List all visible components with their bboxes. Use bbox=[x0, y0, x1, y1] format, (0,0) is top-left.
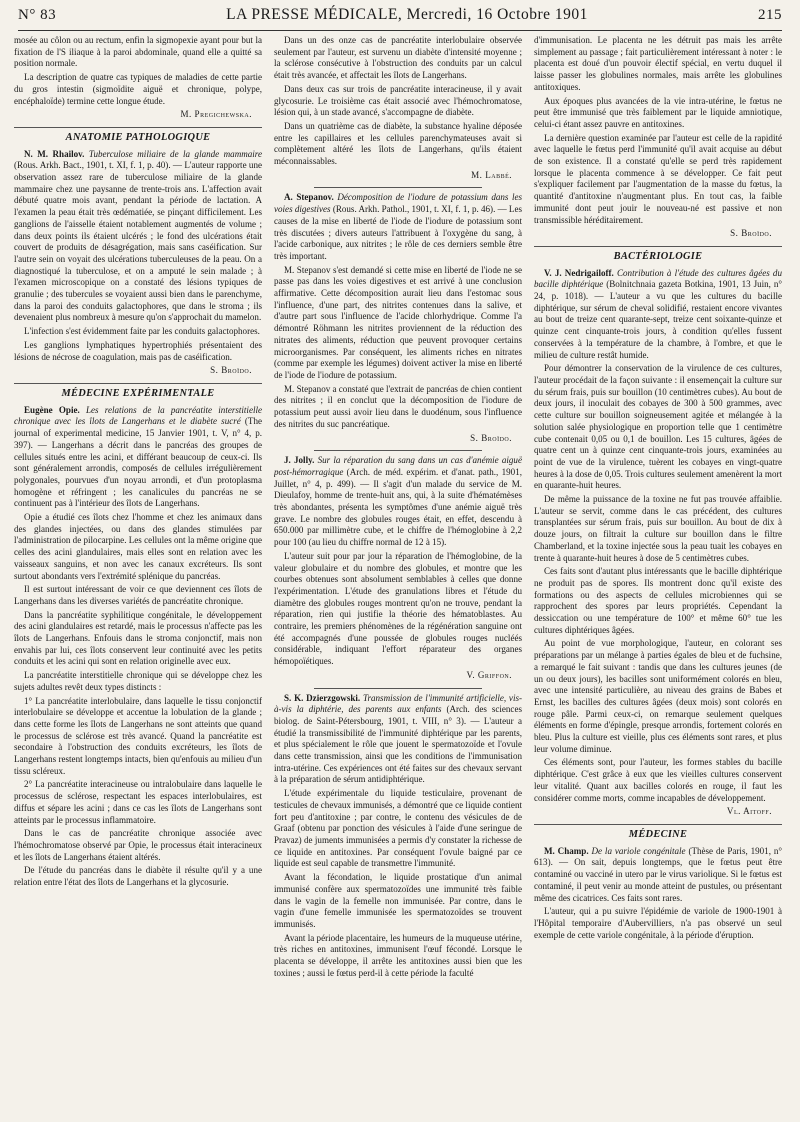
paragraph: Les ganglions lymphatiques hypertrophiés présentaient des lésions de nécrose de coagulation, mais pas de caséification. bbox=[14, 339, 262, 362]
divider bbox=[314, 688, 482, 689]
paragraph: Dans un quatrième cas de diabète, la substance hyaline déposée entre les capillaires et les cellules parenchymateuses avait si complètement altéré les îlots de Langerhans, qu'ils étaient méconnaissables. bbox=[274, 120, 522, 167]
article-abstract bbox=[14, 405, 262, 510]
section-heading: ANATOMIE PATHOLOGIQUE bbox=[14, 127, 262, 144]
paragraph: L'auteur suit pour par jour la réparation de l'hémoglobine, de la valeur globulaire et du nombre des globules, et montre que les courbes obtenues sont absolument semblables à celles que donne l'expérimentation. L'étude des granulations libres et l'étude du diamètre des globules rouges montrent qu'on ne trouve, pendant la réparation, rien qui justifie la théorie des hématoblastes. Au contraire, les premiers phénomènes de la régénération sanguine ont été accompagnés d'une poussée de globules rouges nucléés considérable, indiquant l'effort réparateur des organes hémopoïétiques. bbox=[274, 550, 522, 667]
paragraph: 2° La pancréatite interacineuse ou intralobulaire dans laquelle le processus de sclérose, respectant les espaces interlobulaires, est diffus et sépare les acini ; dans ce cas les îlots de Langerhans sont atteints par le processus inflammatoire. bbox=[14, 779, 262, 825]
text-columns bbox=[14, 35, 786, 1115]
article-text: (Thèse de Paris, 1901, n° 613). — On sait, depuis longtemps, que le fœtus peut être contaminé ou vacciné in utero par le virus variolique. Si le fœtus est contaminé, il peut venir au monde atteint de pustules, ou présentant même des cicatrices. Ces faits sont rares. bbox=[534, 845, 782, 903]
article-author: N. M. Rhailov. bbox=[24, 148, 85, 159]
column-3 bbox=[534, 35, 782, 1115]
signature: V. Griffon. bbox=[466, 669, 512, 680]
signature: S. Broïdo. bbox=[210, 365, 252, 376]
paragraph: Dans deux cas sur trois de pancréatite interacineuse, il y avait glycosurie. Le troisième cas était associé avec l'hémochromatose, lésion qui, à un stade avancé, s'accompagne de diabète. bbox=[274, 83, 522, 118]
article-title: Sur la réparation du sang dans un cas d'anémie aiguë post-hémorragique bbox=[274, 455, 522, 477]
paragraph: Ces éléments sont, pour l'auteur, les formes stables du bacille diphtérique. C'est grâce à eux que les vieilles cultures conservent leur vitalité. Quant aux bacilles colorés en rouge, il faut les considérer comme morts, comme incapables de développement. bbox=[534, 757, 782, 803]
article-text: (Bolnitchnaia gazeta Botkina, 1901, 13 Juin, n° 24, p. 1018). — L'auteur a vu que les cultures du bacille diphtérique, sur sérum de cheval solidifié, restaient encore vivantes au bout de treize cent quarante-sept, treize cent soixante-quinze et quinze cent cinquante-trois jours, à condition qu'elles fussent conservées à la température de la chambre, à l'ombre, et que le milieu de culture restât humide. bbox=[534, 279, 782, 360]
paragraph: Aux époques plus avancées de la vie intra-utérine, le fœtus ne peut être immunisé que très faiblement par le liquide amniotique, celui-ci étant assez pauvre en antitoxines. bbox=[534, 95, 782, 129]
article-abstract bbox=[274, 693, 522, 787]
section-heading: BACTÉRIOLOGIE bbox=[534, 246, 782, 263]
signature: S. Broïdo. bbox=[730, 228, 772, 239]
column-2 bbox=[274, 35, 522, 1115]
article-title: Tuberculose miliaire de la glande mammaire bbox=[84, 148, 262, 159]
signature: M. Pregichewska. bbox=[180, 109, 252, 120]
article-abstract bbox=[534, 846, 782, 905]
paragraph: La dernière question examinée par l'auteur est celle de la rapidité avec laquelle le fœtus perd l'immunité qu'il avait acquise au début de son existence. Il a constaté qu'elle se perd très rapidement lorsque le placenta commence à se développer. Ce fait peut s'expliquer facilement par l'augmentation de la masse du fœtus, la quantité d'antitoxine n'augmentant plus. En tout cas, la faible immunité dont peut jouir le nouveau-né est passive et non transmissible héréditairement. bbox=[534, 132, 782, 225]
paragraph: M. Stepanov s'est demandé si cette mise en liberté de l'iode ne se passe pas dans les voies digestives et est arrivé à une conclusion affirmative. Cette décomposition aurait lieu dans l'estomac sous l'influence, d'une part, des nitrites contenues dans la salive, et d'autre part sous l'influence de l'acide chlorhydrique. Comme l'a démontré Röhmann les nitrites proviennent de la réduction des nitrates des aliments, réduction que peuvent provoquer certains microorganismes. Par conséquent, les aliments riches en nitrates (comme par exemple les légumes) doivent activer la mise en liberté de l'iode de l'iodure de potassium. bbox=[274, 264, 522, 380]
paragraph: Pour démontrer la conservation de la virulence de ces cultures, l'auteur procédait de la façon suivante : il ensemençait la culture sur du sérum frais, puis sur bouillon (10 centimètres cubes). Au bout de deux jours, il inoculait des cobayes de 300 à 500 grammes, avec cette culture sur bouillon soigneusement agitée et mélangée à la solution salée physiologique en proportion telle que 1 centimètre cube contenait 0,05 ou 0,1 de bouillon. Les 15 cultures, âgées de quatre cent un à quinze cent cinquante-trois jours, examinées au point de vue de la virulence, tuèrent les cobayes en vingt-quatre heures à la dose de 0,05. Trois cultures seulement amenèrent la mort en quarante-huit heures. bbox=[534, 363, 782, 491]
article-author: S. K. Dzierzgowski. bbox=[284, 692, 361, 703]
journal-title: LA PRESSE MÉDICALE, Mercredi, 16 Octobre 1901 bbox=[226, 6, 588, 23]
column-1 bbox=[14, 35, 262, 1115]
article-title: Les relations de la pancréatite interstitielle chronique avec les îlots de Langerhans et le diabète sucré bbox=[14, 404, 262, 427]
paragraph: Opie a étudié ces îlots chez l'homme et chez les animaux dans des glandes injectées, ou dans des glandes stimulées par l'administration de pilocarpine. Les cellules ont la même origine que celles des acini glandulaires, mais elles sont en relation avec les vaisseaux sanguins, et non avec les canaux excréteurs. Ils sont surtout abondants vers l'extrémité splénique du pancréas. bbox=[14, 512, 262, 581]
article-abstract bbox=[534, 268, 782, 362]
paragraph: Avant la fécondation, le liquide prostatique d'un animal immunisé confère aux spermatozoïdes une immunité très faible dans le vagin de la femelle non immunisée. Par contre, dans le vagin d'une femelle immunisée les spermatozoïdes se trouvent immunisés. bbox=[274, 872, 522, 929]
article-author: A. Stepanov. bbox=[284, 192, 334, 203]
page-header bbox=[18, 6, 782, 31]
article-author: J. Jolly. bbox=[284, 455, 315, 466]
paragraph: La pancréatite interstitielle chronique qui se développe chez les sujets adultes revêt deux types distincts : bbox=[14, 670, 262, 692]
article-title: De la variole congénitale bbox=[588, 845, 686, 856]
article-abstract bbox=[274, 455, 522, 549]
signature: M. Labbé. bbox=[471, 169, 512, 180]
issue-number: N° 83 bbox=[18, 7, 57, 23]
article-abstract bbox=[14, 149, 262, 325]
paragraph: M. Stepanov a constaté que l'extrait de pancréas de chien contient des nitrites ; il en conclut que la décomposition de l'iodure de potassium peut aussi avoir lieu dans le duodénum, sous l'influence des nitrites du suc pancréatique. bbox=[274, 383, 522, 429]
paragraph: Au point de vue morphologique, l'auteur, en colorant ses préparations par un mélange à parties égales de bleu et de fuchsine, a remarqué le fait suivant : tandis que dans les cultures jeunes (de un ou deux jours), les bacilles sont uniformément colorés en bleu, avec une intensité particulière, au niveau des grains de Babes et Ernst, les bacilles des cultures âgées (deux mois) sont colorés en rouge pâle. Parmi ceux-ci, on remarque seulement quelques éléments en forme d'épingle, presque arrondis, fortement colorés en bleu. Plus la culture est vieille, plus ces éléments sont rares, et plus leur volume diminue. bbox=[534, 638, 782, 754]
paragraph: Dans le cas de pancréatite chronique associée avec l'hémochromatose observé par Opie, le processus était interacineux et les îlots de Langerhans étaient altérés. bbox=[14, 828, 262, 862]
paragraph: La description de quatre cas typiques de maladies de cette partie du gros intestin (sigmoïdite aiguë et chronique, polype, encéphaloïde) termine cette longue étude. bbox=[14, 72, 262, 106]
article-author: M. Champ. bbox=[544, 845, 589, 856]
article-text: (The journal of experimental medicine, 15 Janvier 1901, t. V, n° 4, p. 397). — Langerhans a décrit dans le pancréas des groupes de cellules situés entre les acini, et différant beaucoup de ceux-ci. Ils sont généralement arrondis, composés de cellules irrégulièrement polygonales, pourvues d'un noyau arrondi, et d'un protoplasma homogène et réfringent ; les canalicules du pancréas ne se continuent pas à l'intérieur des îlots de Langerhans. bbox=[14, 416, 262, 509]
article-text: (Arch. des sciences biolog. de Saint-Pétersbourg, 1901, t. VIII, n° 3). — L'auteur a étudié la transmissibilité de l'immunité diphtérique par les parents, et plus spécialement le rôle que jouent le spermatozoïde et l'ovule dans cette transmission, ainsi que les conditions de l'immunisation intra-utérine. Ces expériences ont été faites sur des chevaux servant à la préparation de sérum antidiphtérique. bbox=[274, 704, 522, 785]
paragraph: Avant la période placentaire, les humeurs de la muqueuse utérine, très riches en antitoxines, immunisent l'œuf fécondé. Lorsque le placenta se développe, il arrête les antitoxines aussi bien que les toxines ; aussi le fœtus perd-il à cette période la faculté bbox=[274, 932, 522, 978]
divider bbox=[314, 187, 482, 188]
paragraph: L'infection s'est évidemment faite par les conduits galactophores. bbox=[24, 326, 260, 337]
paragraph: Dans la pancréatite syphilitique congénitale, le développement des acini glandulaires est retardé, mais le processus n'affecte pas les îlots de Langerhans. Enfouis dans le stroma conjonctif, mais non envahis par lui, ces îlots conservent leur continuité avec les petits conduits et les acini qui sont en relation originelle avec eux. bbox=[14, 609, 262, 667]
paragraph: d'immunisation. Le placenta ne les détruit pas mais les arrête simplement au passage ; fait particulièrement intéressant à noter : le placenta est doué d'un pouvoir électif spécial, en vertu duquel il laisse passer les globulines normales, mais arrête les globulines antitoxiques. bbox=[534, 35, 782, 92]
paragraph: mosée au côlon ou au rectum, enfin la sigmopexie ayant pour but la fixation de l'S iliaque à la paroi abdominale, quand elle a quitté sa position normale. bbox=[14, 35, 262, 69]
article-abstract bbox=[274, 192, 522, 262]
section-heading: MÉDECINE bbox=[534, 824, 782, 841]
paragraph: De l'étude du pancréas dans le diabète il résulte qu'il y a une relation entre l'état des îlots de Langerhans et la glycosurie. bbox=[14, 865, 262, 888]
paragraph: Dans un des onze cas de pancréatite interlobulaire observée seulement par l'auteur, est survenu un diabète d'intensité moyenne ; la sclérose consécutive à l'obstruction des conduits par un calcul était très avancée, et affectait les îlots de Langerhans. bbox=[274, 35, 522, 81]
paragraph: Ces faits sont d'autant plus intéressants que le bacille diphtérique ne produit pas de spores. Ils montrent donc qu'il existe des formations ou des aspects de cellules microbiennes qui se rapprochent des spores par leurs propriétés. Cependant la dessiccation ou une température de 100° et même 60° tue les cultures diphtériques âgées. bbox=[534, 566, 782, 635]
signature: S. Broïdo. bbox=[470, 432, 512, 443]
article-author: V. J. Nedrigailoff. bbox=[544, 267, 614, 278]
divider bbox=[314, 450, 482, 451]
paragraph: Il est surtout intéressant de voir ce que deviennent ces îlots de Langerhans dans les diverses variétés de pancréatite chronique. bbox=[14, 584, 262, 606]
paragraph: De même la puissance de la toxine ne fut pas trouvée affaiblie. L'auteur se servit, comme dans le cas précédent, des cultures transplantées sur sérum frais, puis sur bouillon. Au bout de dix à douze jours, on filtrait la culture sur bouillon dans le filtre Chamberland, et la toxine injectée sous la peau tuait les cobayes en trente à quarante-huit heures à dose de 5 centimètres cubes. bbox=[534, 494, 782, 563]
article-author: Eugène Opie. bbox=[24, 404, 80, 415]
signature: Vl. Aitoff. bbox=[726, 806, 772, 817]
paragraph: 1° La pancréatite interlobulaire, dans laquelle le tissu conjonctif interlobulaire se développe et accentue la lobulation de la glande ; dans cette forme les îlots de Langerhans ne sont atteints que quand le processus de sclérose est très avancé. Quand la pancréatite est secondaire à l'obstruction des conduits excréteurs, les îlots de Langerhans restent longtemps intacts, bien qu'enfouis au milieu d'un tissu scléreux. bbox=[14, 695, 262, 776]
article-text: (Arch. de méd. expérim. et d'anat. path., 1901, Juillet, n° 4, p. 499). — Il s'agit d'un malade du service de M. Dieulafoy, homme de trente-huit ans, qui, à la suite d'hématémèses très abondantes, présenta les symptômes d'une anémie aiguë très grave. Le nombre des globules rouges était, en effet, descendu à 650.000 par millimètre cube, et le chiffre de l'hémoglobine à 2,2 pour 100 (au lieu du chiffre normal de 12 à 15). bbox=[274, 466, 522, 548]
article-title: Décomposition de l'iodure de potassium dans les voies digestives bbox=[274, 192, 522, 215]
article-title: Contribution à l'étude des cultures âgées du bacille diphtérique bbox=[534, 267, 782, 290]
page-number: 215 bbox=[758, 7, 782, 23]
section-heading: MÉDECINE EXPÉRIMENTALE bbox=[14, 383, 262, 400]
article-text: (Rous. Arkh. Pathol., 1901, t. XI, f. 1, p. 46). — Les causes de la mise en liberté de l'iode de l'iodure de potassium sont très discutées ; divers auteurs l'attribuent à l'oxygène du sang, à l'acide carbonique, aux nitrites ; le rôle de ces derniers semble être très important. bbox=[274, 204, 522, 261]
article-title: Transmission de l'immunité artificielle, vis-à-vis la diphtérie, des parents aux enfants bbox=[274, 692, 522, 715]
paragraph: L'étude expérimentale du liquide testiculaire, provenant de testicules de chevaux immunisés, a démontré que ce liquide contient fort peu d'antitoxine ; par contre, le contenu des vésicules de de Graaf (obtenu par ponction des vésicules à l'aide d'une seringue de Pravaz) de juments immunisées a permis d'y constater la richesse de ce liquide en antitoxines. Par conséquent l'ovule baigné par ce liquide est seul capable de transmettre l'immunité. bbox=[274, 788, 522, 869]
article-text: (Rous. Arkh. Bact., 1901, t. XI, f. 1, p. 40). — L'auteur rapporte une observation assez rare de tuberculose miliaire de la glande mammaire chez une paysanne de trente-trois ans. L'affection avait débuté quatre mois avant, pendant la période de lactation. A l'examen la peau était très œdématiée, se pinçant difficilement. Les ganglions de l'aisselle étaient notablement augmentés de volume ; dans deux points ils étaient ulcérés ; le fond des ulcérations était couvert de produits de désagrégation, mais sans caséification. Sur l'autre sein on voyait des ulcérations tuberculeuses de la peau. On a diagnostiqué la tuberculose, et on a amputé le sein malade ; à l'examen microscopique on a constaté des lésions typiques de granulie ; des tubercules se voyaient aussi bien dans le parenchyme, dans la paroi des conduits galactophores, que dans le stroma ; ils devenaient plus nombreux à mesure qu'on s'approchait du mamelon. bbox=[14, 160, 262, 323]
paragraph: L'auteur, qui a pu suivre l'épidémie de variole de 1900-1901 à l'Hôpital temporaire d'Aubervilliers, n'a pas observé un seul exemple de cette variole congénitale, à la période d'éruption. bbox=[534, 906, 782, 940]
